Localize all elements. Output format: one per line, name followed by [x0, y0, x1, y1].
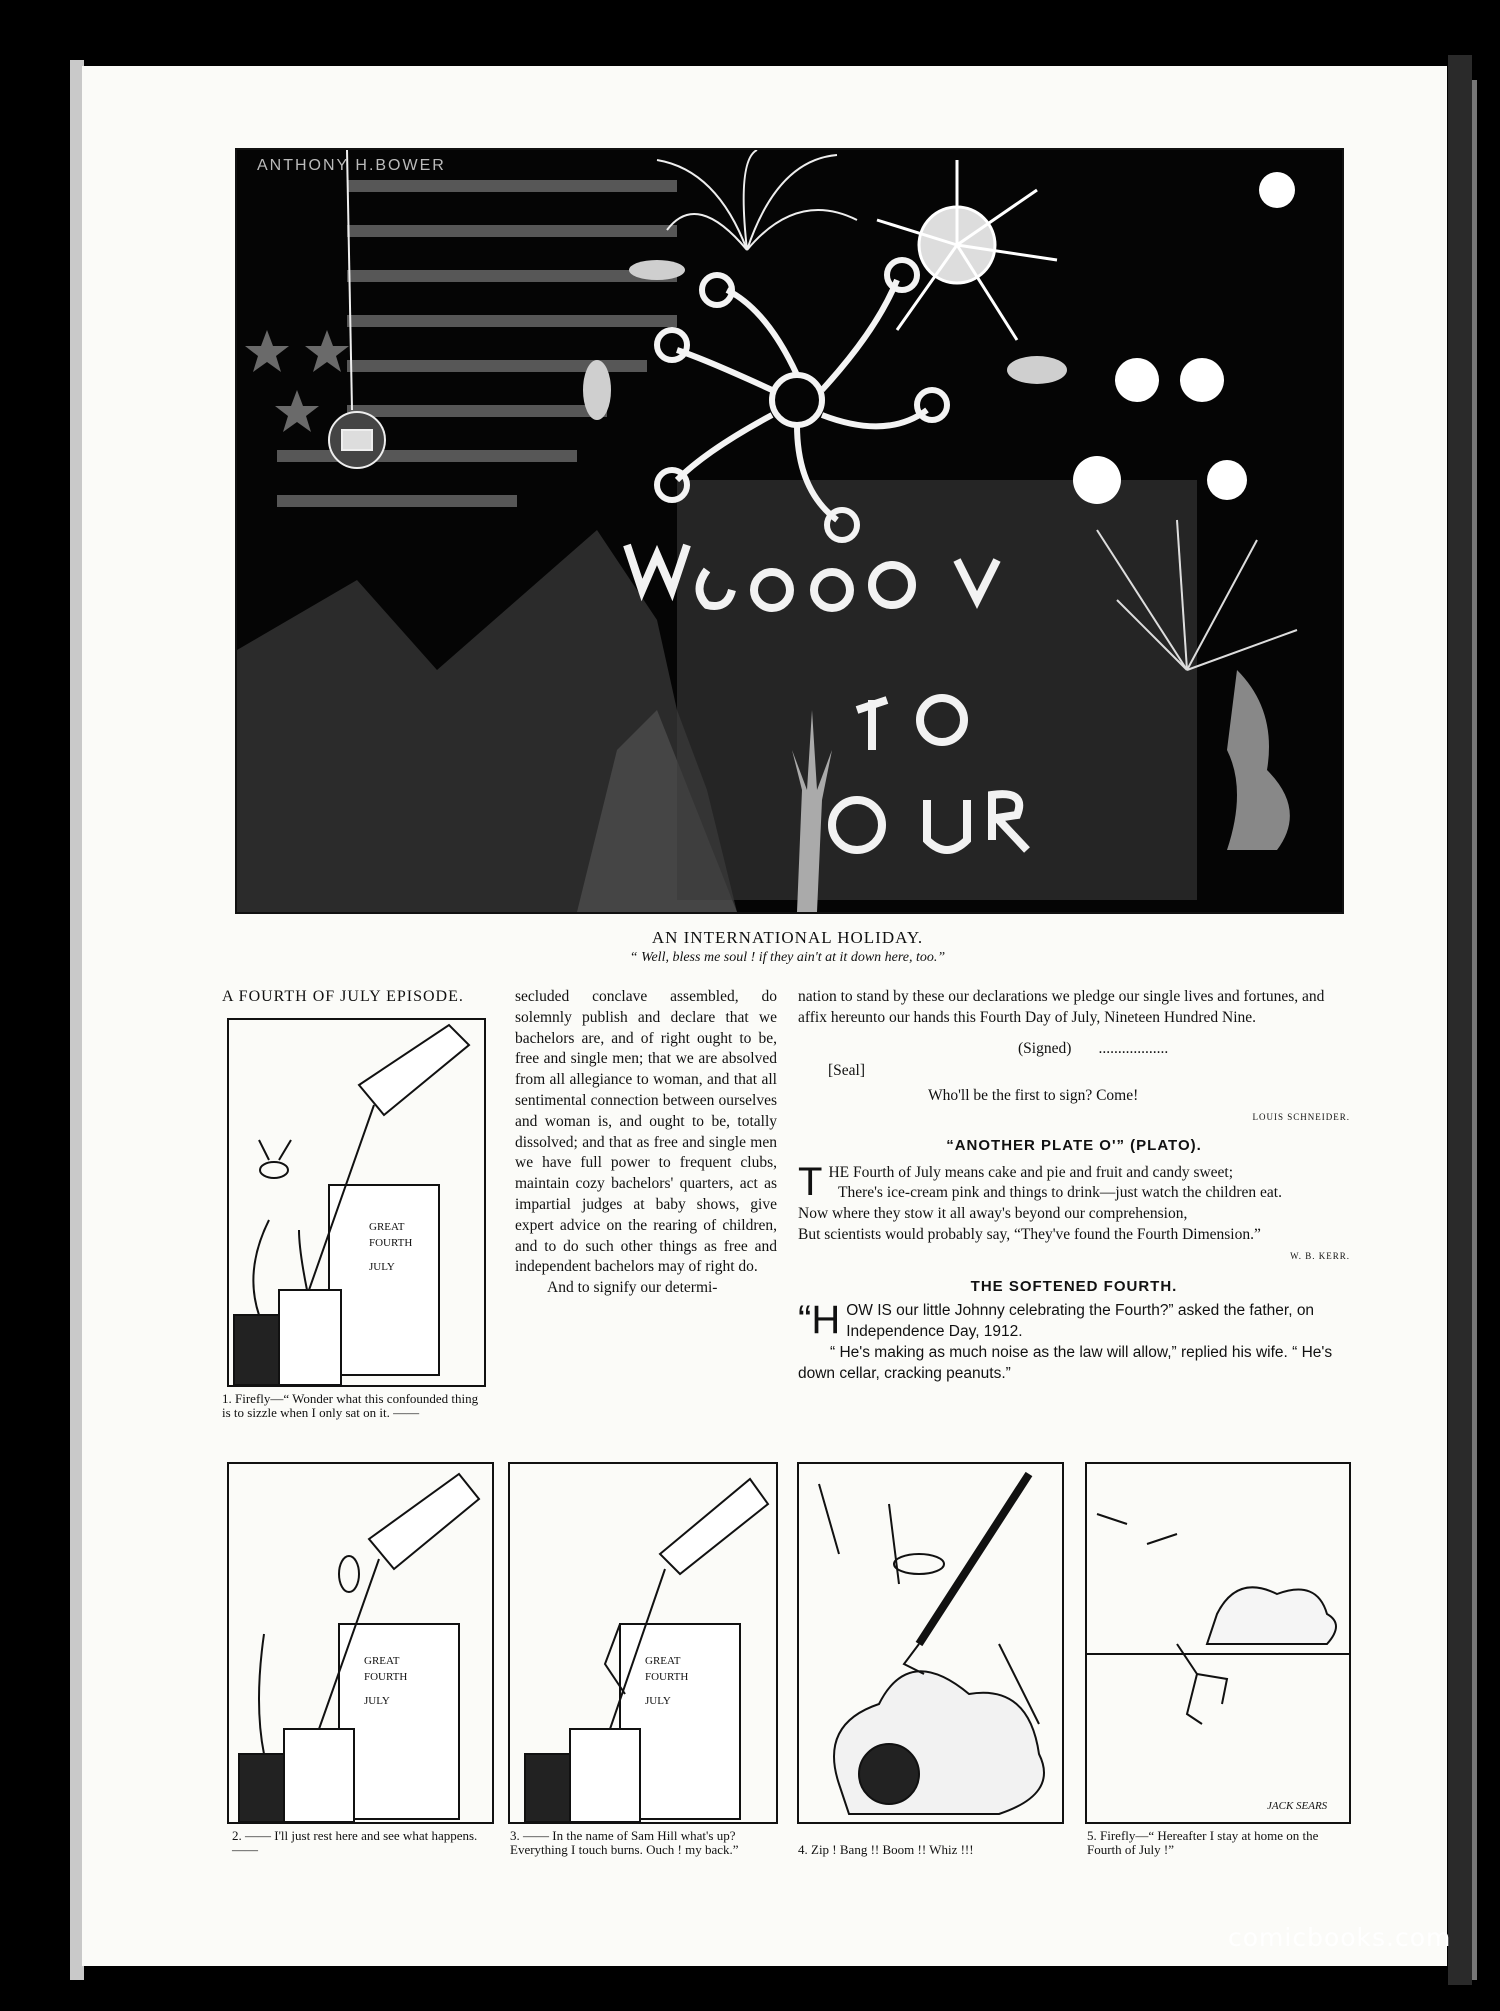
story: [798, 1298, 1350, 1384]
story-paragraph-1: OW IS our little Johnny celebrating the Fourth?” asked the father, on Independence Day, 1912.: [846, 1302, 1315, 1341]
panel-5-caption: 5. Firefly—“ Hereafter I stay at home on the Fourth of July !”: [1087, 1828, 1319, 1857]
comic-panel-5: [1085, 1462, 1351, 1824]
author-schneider: LOUIS SCHNEIDER.: [1252, 1111, 1350, 1122]
poem-line-2: There's ice-cream pink and things to drink—just watch the children eat.: [838, 1184, 1282, 1202]
book-spine: [1448, 55, 1472, 1985]
signed-label: (Signed): [1018, 1039, 1072, 1057]
svg-text:FOURTH: FOURTH: [364, 1671, 408, 1683]
panel-3-caption: 3. —— In the name of Sam Hill what's up? Everything I touch burns. Ouch ! my back.”: [510, 1828, 739, 1857]
poem-line-1: HE Fourth of July means cake and pie and fruit and candy sweet;: [828, 1163, 1234, 1181]
poem-line-3: Now where they stow it all away's beyond our comprehension,: [798, 1205, 1188, 1223]
svg-text:GREAT: GREAT: [369, 1221, 405, 1233]
declaration-end: nation to stand by these our declarations we pledge our single lives and fortunes, and affix hereunto our hands this Fourth Day of July, Nineteen Hundred Nine.: [798, 988, 1325, 1026]
watermark: comicbooks.com: [1228, 1923, 1452, 1952]
panel-2-caption: 2. —— I'll just rest here and see what happens.——: [232, 1828, 478, 1857]
poem-line-4: But scientists would probably say, “They've found the Fourth Dimension.”: [798, 1225, 1261, 1243]
svg-text:GREAT: GREAT: [364, 1655, 400, 1667]
firework-stars: [1073, 172, 1295, 504]
comic-panel-3: [508, 1462, 778, 1824]
panel-5-signature: JACK SEARS: [1267, 1800, 1328, 1812]
right-column: [798, 987, 1350, 1385]
illustration-signature: ANTHONY H.BOWER: [257, 157, 446, 174]
book-spine-edge: [1472, 80, 1477, 1980]
signature-dots: ..................: [1098, 1039, 1169, 1057]
svg-text:JULY: JULY: [369, 1261, 395, 1273]
comic-panel-2: [227, 1462, 494, 1824]
story-title: THE SOFTENED FOURTH.: [970, 1277, 1178, 1295]
illustration-caption-title: AN INTERNATIONAL HOLIDAY.: [651, 928, 924, 947]
main-illustration: [235, 148, 1344, 914]
svg-text:JULY: JULY: [645, 1695, 671, 1707]
flag-stars: [245, 330, 349, 432]
comic-panel-1: [227, 1018, 486, 1387]
diving-helmet: [329, 150, 385, 468]
declaration-paragraph: secluded conclave assembled, do solemnly publish and declare that we bachelors are, and of right ought to be, free and single men; that we are absolved from all allegiance to woman, and that all sentimental connection between ourselves and woman is, and ought to be, totally dissolved; and that as free and single men we have full power to frequent clubs, maintain cozy bachelors' quarters, act as impartial judges at baby shows, give expert advice on the rearing of children, and to do such other things as free and independent bachelors may of right do.: [515, 988, 777, 1276]
comic-panel-4: [797, 1462, 1064, 1824]
illustration-caption-quote: “ Well, bless me soul ! if they ain't at it down here, too.”: [629, 950, 946, 965]
signature-line: [1018, 1039, 1350, 1060]
svg-text:JULY: JULY: [364, 1695, 390, 1707]
poem-title: “ANOTHER PLATE O'” (PLATO).: [946, 1136, 1202, 1154]
author-kerr: W. B. KERR.: [1290, 1250, 1350, 1261]
story-drop-cap: “H: [798, 1298, 841, 1343]
bachelor-declaration-column: [515, 987, 777, 1299]
declaration-continued: And to signify our determi-: [547, 1279, 718, 1297]
panel-1-caption: 1. Firefly—“ Wonder what this confounded thing is to sizzle when I only sat on it. ——: [222, 1391, 479, 1420]
poem: [798, 1159, 1350, 1246]
firework-burst: [877, 160, 1057, 340]
panel-4-caption: 4. Zip ! Bang !! Boom !! Whiz !!!: [798, 1842, 974, 1857]
svg-text:FOURTH: FOURTH: [645, 1671, 689, 1683]
poem-drop-cap: T: [798, 1159, 823, 1204]
who-signs: Who'll be the first to sign? Come!: [928, 1087, 1139, 1105]
svg-text:GREAT: GREAT: [645, 1655, 681, 1667]
seal: [Seal]: [828, 1062, 866, 1080]
svg-text:FOURTH: FOURTH: [369, 1237, 413, 1249]
firework-fountain: [657, 150, 857, 250]
story-paragraph-2: “ He's making as much noise as the law will allow,” replied his wife. “ He's down cellar, cracking peanuts.”: [798, 1343, 1333, 1382]
comic-title: A FOURTH OF JULY EPISODE.: [222, 988, 464, 1005]
